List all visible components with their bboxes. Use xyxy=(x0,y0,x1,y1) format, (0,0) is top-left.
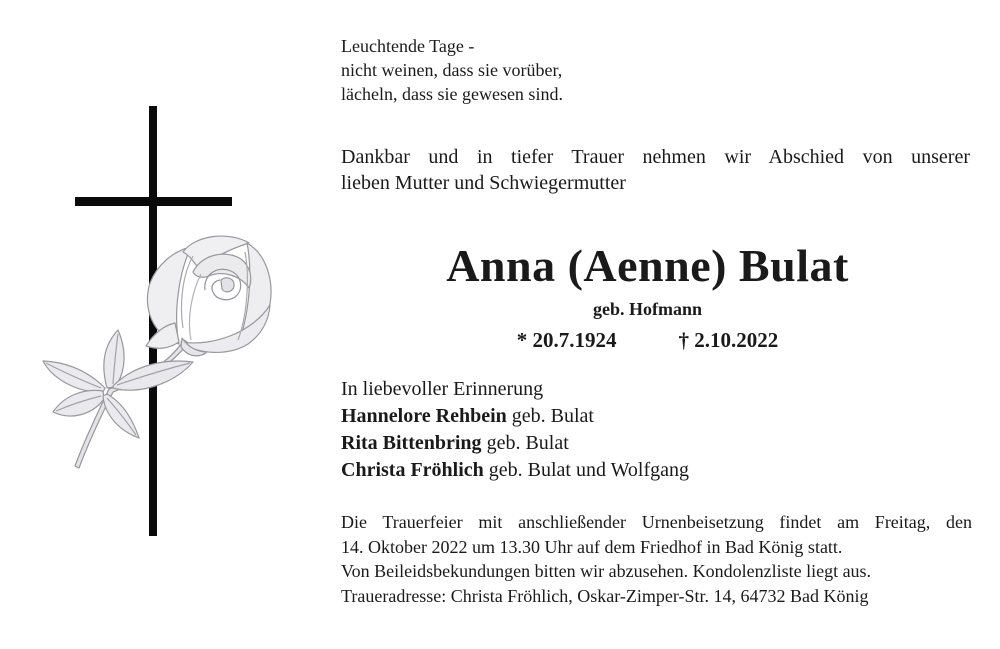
mourner-row xyxy=(341,457,970,484)
mourners-block xyxy=(341,376,970,484)
epigraph-line: nicht weinen, dass sie vorüber, xyxy=(341,60,563,80)
birth-date: * 20.7.1924 xyxy=(516,328,617,352)
intro-line: Dankbar und in tiefer Trauer nehmen wir Abschied von unserer xyxy=(341,146,970,168)
deceased-name: Anna (Aenne) Bulat xyxy=(446,240,849,291)
details-line: 14. Oktober 2022 um 13.30 Uhr auf dem Friedhof in Bad König statt. xyxy=(341,536,843,557)
mourner-name: Christa Fröhlich xyxy=(341,459,484,481)
mourner-name: Rita Bittenbring xyxy=(341,432,482,454)
rose-icon xyxy=(33,228,283,493)
life-dates xyxy=(341,327,954,353)
intro-line: lieben Mutter und Schwiegermutter xyxy=(341,172,626,194)
mourner-name: Hannelore Rehbein xyxy=(341,405,507,427)
details-line: Die Trauerfeier mit anschließender Urnenbeisetzung findet am Freitag, den xyxy=(341,512,972,532)
mourner-suffix: geb. Bulat und Wolfgang xyxy=(483,459,689,481)
mourner-suffix: geb. Bulat xyxy=(481,432,569,454)
mourner-row xyxy=(341,403,970,430)
details-line: Von Beileidsbekundungen bitten wir abzusehen. Kondolenzliste liegt aus. xyxy=(341,561,872,581)
epigraph-line: lächeln, dass sie gewesen sind. xyxy=(341,84,563,104)
epigraph-line: Leuchtende Tage - xyxy=(341,36,475,56)
mourners-heading: In liebevoller Erinnerung xyxy=(341,378,544,400)
mourner-suffix: geb. Bulat xyxy=(506,405,594,427)
maiden-name: geb. Hofmann xyxy=(592,299,702,319)
mourner-row xyxy=(341,430,970,457)
funeral-details xyxy=(341,510,972,608)
details-line: Traueradresse: Christa Fröhlich, Oskar-Zimper-Str. 14, 64732 Bad König xyxy=(341,585,869,606)
death-date: † 2.10.2022 xyxy=(678,328,779,352)
epigraph xyxy=(341,34,961,106)
intro-paragraph xyxy=(341,144,970,196)
cross-horizontal-bar xyxy=(75,197,232,206)
